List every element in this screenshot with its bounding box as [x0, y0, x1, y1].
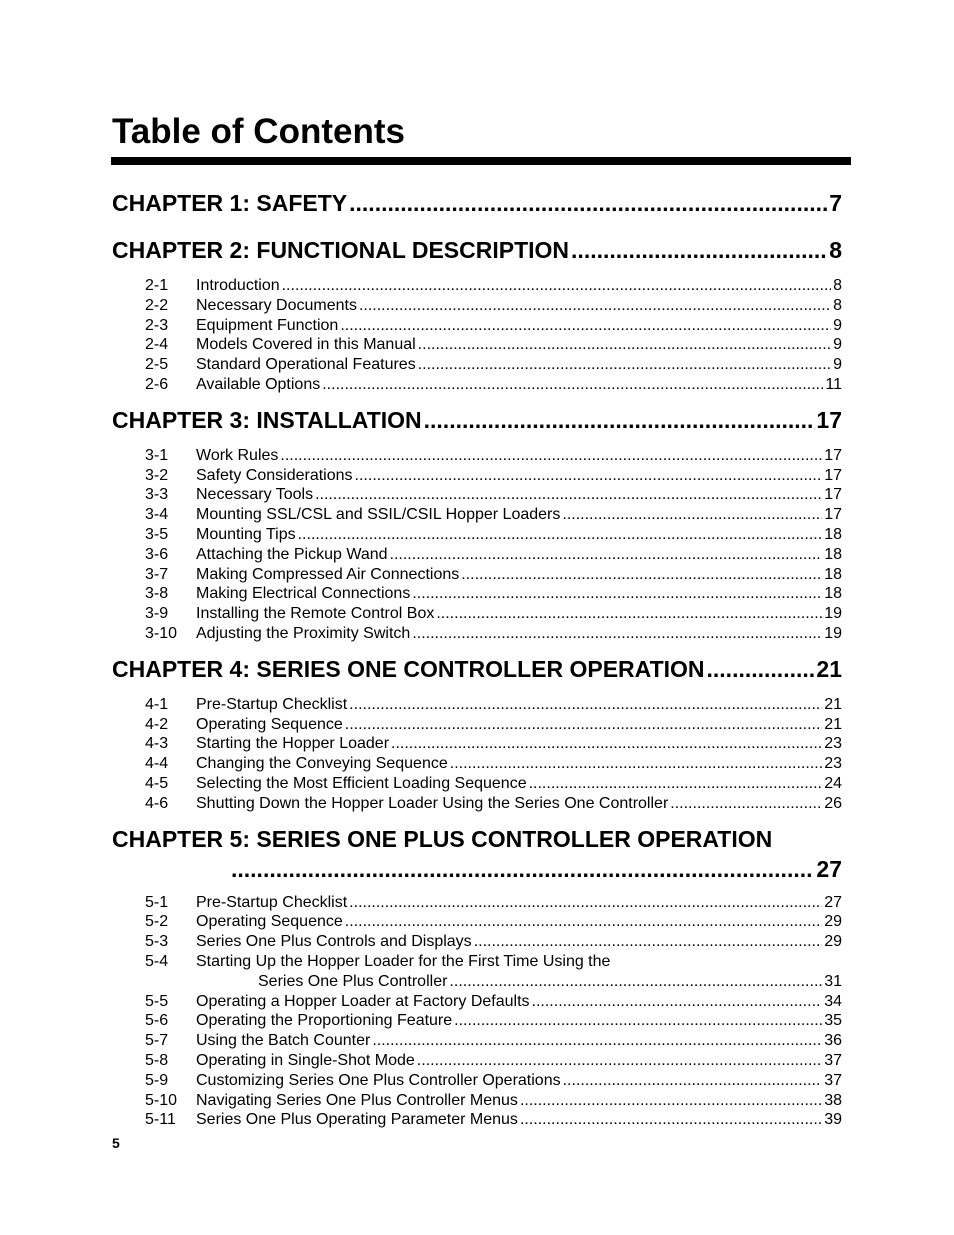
chapter-title: CHAPTER 4: SERIES ONE CONTROLLER OPERATION — [112, 655, 705, 682]
section-number: 2-1 — [145, 277, 169, 294]
page-number: 31 — [824, 972, 842, 990]
section-title: Operating Sequence — [196, 715, 343, 733]
page-number: 7 — [829, 190, 842, 216]
section-title: Work Rules — [196, 446, 279, 464]
page-number: 34 — [824, 992, 842, 1010]
dot-leader — [390, 546, 823, 564]
page-number: 19 — [824, 605, 842, 623]
chapter-title: CHAPTER 5: SERIES ONE PLUS CONTROLLER OPERATION — [112, 825, 773, 852]
dot-leader — [571, 237, 827, 264]
section-title: Mounting SSL/CSL and SSIL/CSIL Hopper Loaders — [196, 506, 561, 524]
section-title: Necessary Tools — [196, 486, 314, 504]
dot-leader — [340, 317, 831, 335]
toc-section-entry[interactable] — [112, 933, 842, 953]
section-title: Introduction — [196, 277, 280, 294]
section-number: 2-6 — [145, 375, 169, 393]
section-title: Shutting Down the Hopper Loader Using the Series One Controller — [196, 794, 669, 812]
toc-section-entry[interactable] — [112, 1111, 842, 1131]
dot-leader — [345, 716, 822, 734]
dot-leader — [418, 356, 831, 374]
dot-leader — [315, 486, 822, 504]
dot-leader — [436, 605, 822, 623]
section-title: Series One Plus Controls and Displays — [196, 933, 472, 951]
toc-section-entry[interactable] — [112, 795, 842, 815]
dot-leader — [670, 795, 822, 813]
toc-section-entry[interactable] — [112, 277, 842, 297]
section-number: 4-2 — [145, 715, 169, 733]
dot-leader — [520, 1092, 822, 1110]
dot-leader — [454, 1012, 822, 1030]
title-rule — [111, 157, 851, 165]
page-number: 19 — [824, 624, 842, 642]
section-number: 3-5 — [145, 525, 169, 543]
page-number: 8 — [833, 277, 842, 294]
dot-leader — [417, 1052, 822, 1070]
section-title: Navigating Series One Plus Controller Menus — [196, 1091, 518, 1109]
chapter-title-continuation — [112, 856, 842, 890]
section-title: Operating the Proportioning Feature — [196, 1012, 453, 1030]
dot-leader — [532, 993, 823, 1011]
toc-section-entry[interactable] — [112, 1032, 842, 1052]
section-title: Changing the Conveying Sequence — [196, 755, 448, 773]
page-number: 21 — [824, 715, 842, 733]
section-number: 3-4 — [145, 506, 169, 524]
toc-section-entry[interactable] — [112, 775, 842, 795]
section-number: 3-3 — [145, 486, 169, 504]
section-number: 5-7 — [145, 1032, 169, 1050]
toc-section-entry[interactable] — [112, 953, 842, 973]
section-title: Safety Considerations — [196, 466, 353, 484]
section-title: Necessary Documents — [196, 296, 357, 314]
toc-section-entry[interactable] — [112, 486, 842, 506]
page-number: 23 — [824, 735, 842, 753]
dot-leader — [707, 656, 815, 683]
section-number: 2-3 — [145, 316, 169, 334]
section-number: 3-8 — [145, 585, 169, 603]
section-number: 2-4 — [145, 336, 169, 354]
dot-leader — [474, 933, 823, 951]
page-number: 9 — [833, 336, 842, 354]
dot-leader — [280, 447, 822, 465]
section-title: Operating a Hopper Loader at Factory Defaults — [196, 992, 530, 1010]
section-title: Operating Sequence — [196, 913, 343, 931]
chapter-5-sections — [112, 894, 842, 1132]
toc-section-entry[interactable] — [112, 716, 842, 736]
page-number: 21 — [816, 655, 842, 682]
section-number: 4-6 — [145, 794, 169, 812]
page-number: 26 — [824, 794, 842, 812]
chapter-2-sections — [112, 277, 842, 396]
toc-section-entry[interactable] — [112, 467, 842, 487]
toc-section-entry[interactable] — [112, 1012, 842, 1032]
section-number: 5-2 — [145, 913, 169, 931]
toc-section-entry[interactable] — [112, 605, 842, 625]
page-number: 39 — [824, 1111, 842, 1129]
section-number: 5-10 — [145, 1091, 178, 1109]
page-number: 27 — [824, 893, 842, 911]
dot-leader — [322, 376, 823, 394]
section-number: 5-1 — [145, 893, 169, 911]
section-number: 4-1 — [145, 695, 169, 713]
toc-section-entry[interactable] — [112, 506, 842, 526]
toc-section-continuation[interactable] — [112, 973, 842, 993]
section-title-continuation: Series One Plus Controller — [258, 972, 448, 990]
page-number: 17 — [824, 486, 842, 504]
chapter-3-entry[interactable] — [112, 407, 842, 443]
dot-leader — [345, 913, 822, 931]
section-title: Mounting Tips — [196, 525, 296, 543]
toc-section-entry[interactable] — [112, 1092, 842, 1112]
page-number: 18 — [824, 565, 842, 583]
dot-leader — [461, 566, 822, 584]
section-title: Attaching the Pickup Wand — [196, 545, 388, 563]
section-number: 4-5 — [145, 774, 169, 792]
section-number: 3-9 — [145, 605, 169, 623]
section-number: 2-5 — [145, 356, 169, 374]
dot-leader — [349, 190, 827, 217]
page-number: 35 — [824, 1012, 842, 1030]
page-number: 27 — [816, 855, 842, 882]
page-number: 29 — [824, 913, 842, 931]
section-title: Adjusting the Proximity Switch — [196, 624, 411, 642]
section-title: Using the Batch Counter — [196, 1032, 371, 1050]
page-number: 11 — [825, 375, 842, 393]
chapter-4-sections — [112, 696, 842, 815]
dot-leader — [231, 856, 814, 883]
chapter-1-entry[interactable] — [112, 190, 842, 226]
toc-section-entry[interactable] — [112, 526, 842, 546]
section-title: Starting Up the Hopper Loader for the First Time Using the — [196, 952, 611, 970]
dot-leader — [418, 336, 831, 354]
section-title: Pre-Startup Checklist — [196, 695, 348, 713]
page-number: 17 — [816, 406, 842, 433]
section-title: Selecting the Most Efficient Loading Sequence — [196, 774, 527, 792]
section-title: Operating in Single-Shot Mode — [196, 1051, 415, 1069]
toc-section-entry[interactable] — [112, 1072, 842, 1092]
section-title: Standard Operational Features — [196, 356, 416, 374]
toc-section-entry[interactable] — [112, 993, 842, 1013]
section-number: 3-10 — [145, 624, 178, 642]
section-title: Equipment Function — [196, 316, 339, 334]
section-title: Series One Plus Operating Parameter Menus — [196, 1111, 518, 1129]
toc-section-entry[interactable] — [112, 336, 842, 356]
dot-leader — [372, 1032, 822, 1050]
toc-section-entry[interactable] — [112, 447, 842, 467]
page-number: 9 — [833, 356, 842, 374]
section-title: Starting the Hopper Loader — [196, 735, 390, 753]
page-title: Table of Contents — [112, 112, 405, 151]
chapter-title: CHAPTER 3: INSTALLATION — [112, 406, 422, 433]
section-number: 5-6 — [145, 1012, 169, 1030]
section-number: 5-9 — [145, 1071, 169, 1089]
section-title: Models Covered in this Manual — [196, 336, 416, 354]
page-number: 21 — [824, 695, 842, 713]
page-number: 37 — [824, 1051, 842, 1069]
dot-leader — [520, 1111, 822, 1129]
section-number: 4-3 — [145, 735, 169, 753]
page-number: 18 — [824, 525, 842, 543]
page-number: 8 — [829, 237, 842, 263]
page-number: 36 — [824, 1032, 842, 1050]
section-number: 5-11 — [145, 1111, 176, 1129]
toc-section-entry[interactable] — [112, 735, 842, 755]
page-number: 17 — [824, 466, 842, 484]
footer-page-number: 5 — [112, 1135, 120, 1151]
toc-section-entry[interactable] — [112, 546, 842, 566]
toc-section-entry[interactable] — [112, 1052, 842, 1072]
dot-leader — [355, 467, 823, 485]
toc-section-entry[interactable] — [112, 625, 842, 645]
section-number: 3-6 — [145, 545, 169, 563]
dot-leader — [424, 407, 815, 434]
toc-section-entry[interactable] — [112, 894, 842, 914]
toc-section-entry[interactable] — [112, 297, 842, 317]
dot-leader — [529, 775, 823, 793]
page-number: 17 — [824, 506, 842, 524]
chapter-title: CHAPTER 1: SAFETY — [112, 190, 348, 216]
page-number: 18 — [824, 585, 842, 603]
dot-leader — [391, 735, 822, 753]
page-number: 23 — [824, 755, 842, 773]
page-number: 37 — [824, 1071, 842, 1089]
section-title: Available Options — [196, 375, 321, 393]
page-number: 17 — [824, 446, 842, 464]
toc-section-entry[interactable] — [112, 356, 842, 376]
toc-section-entry[interactable] — [112, 566, 842, 586]
dot-leader — [412, 585, 822, 603]
section-number: 5-8 — [145, 1051, 169, 1069]
dot-leader — [349, 894, 822, 912]
dot-leader — [563, 1072, 823, 1090]
section-title: Making Electrical Connections — [196, 585, 411, 603]
page-number: 18 — [824, 545, 842, 563]
chapter-3-sections — [112, 447, 842, 645]
page-number: 29 — [824, 933, 842, 951]
section-number: 5-3 — [145, 933, 169, 951]
dot-leader — [349, 696, 822, 714]
section-number: 3-7 — [145, 565, 169, 583]
toc-section-entry[interactable] — [112, 317, 842, 337]
dot-leader — [412, 625, 822, 643]
section-number: 2-2 — [145, 296, 169, 314]
chapter-4-entry[interactable] — [112, 656, 842, 692]
section-title: Customizing Series One Plus Controller Operations — [196, 1071, 561, 1089]
chapter-2-entry[interactable] — [112, 237, 842, 273]
section-number: 4-4 — [145, 755, 169, 773]
section-number: 3-2 — [145, 466, 169, 484]
toc-section-entry[interactable] — [112, 376, 842, 396]
toc-section-entry[interactable] — [112, 913, 842, 933]
section-title: Pre-Startup Checklist — [196, 893, 348, 911]
section-title: Making Compressed Air Connections — [196, 565, 460, 583]
dot-leader — [359, 297, 831, 315]
dot-leader — [282, 277, 831, 295]
page-number: 9 — [833, 316, 842, 334]
page-number: 8 — [833, 296, 842, 314]
toc-section-entry[interactable] — [112, 755, 842, 775]
section-number: 3-1 — [145, 446, 169, 464]
page-number: 24 — [824, 774, 842, 792]
dot-leader — [298, 526, 823, 544]
chapter-title: CHAPTER 2: FUNCTIONAL DESCRIPTION — [112, 237, 570, 263]
section-number: 5-4 — [145, 952, 169, 970]
toc-section-entry[interactable] — [112, 696, 842, 716]
table-of-contents — [112, 190, 842, 1134]
dot-leader — [562, 506, 822, 524]
dot-leader — [450, 755, 822, 773]
page-number: 38 — [824, 1091, 842, 1109]
section-title: Installing the Remote Control Box — [196, 605, 435, 623]
section-number: 5-5 — [145, 992, 169, 1010]
chapter-5-entry[interactable] — [112, 826, 842, 890]
dot-leader — [449, 973, 822, 991]
toc-section-entry[interactable] — [112, 585, 842, 605]
